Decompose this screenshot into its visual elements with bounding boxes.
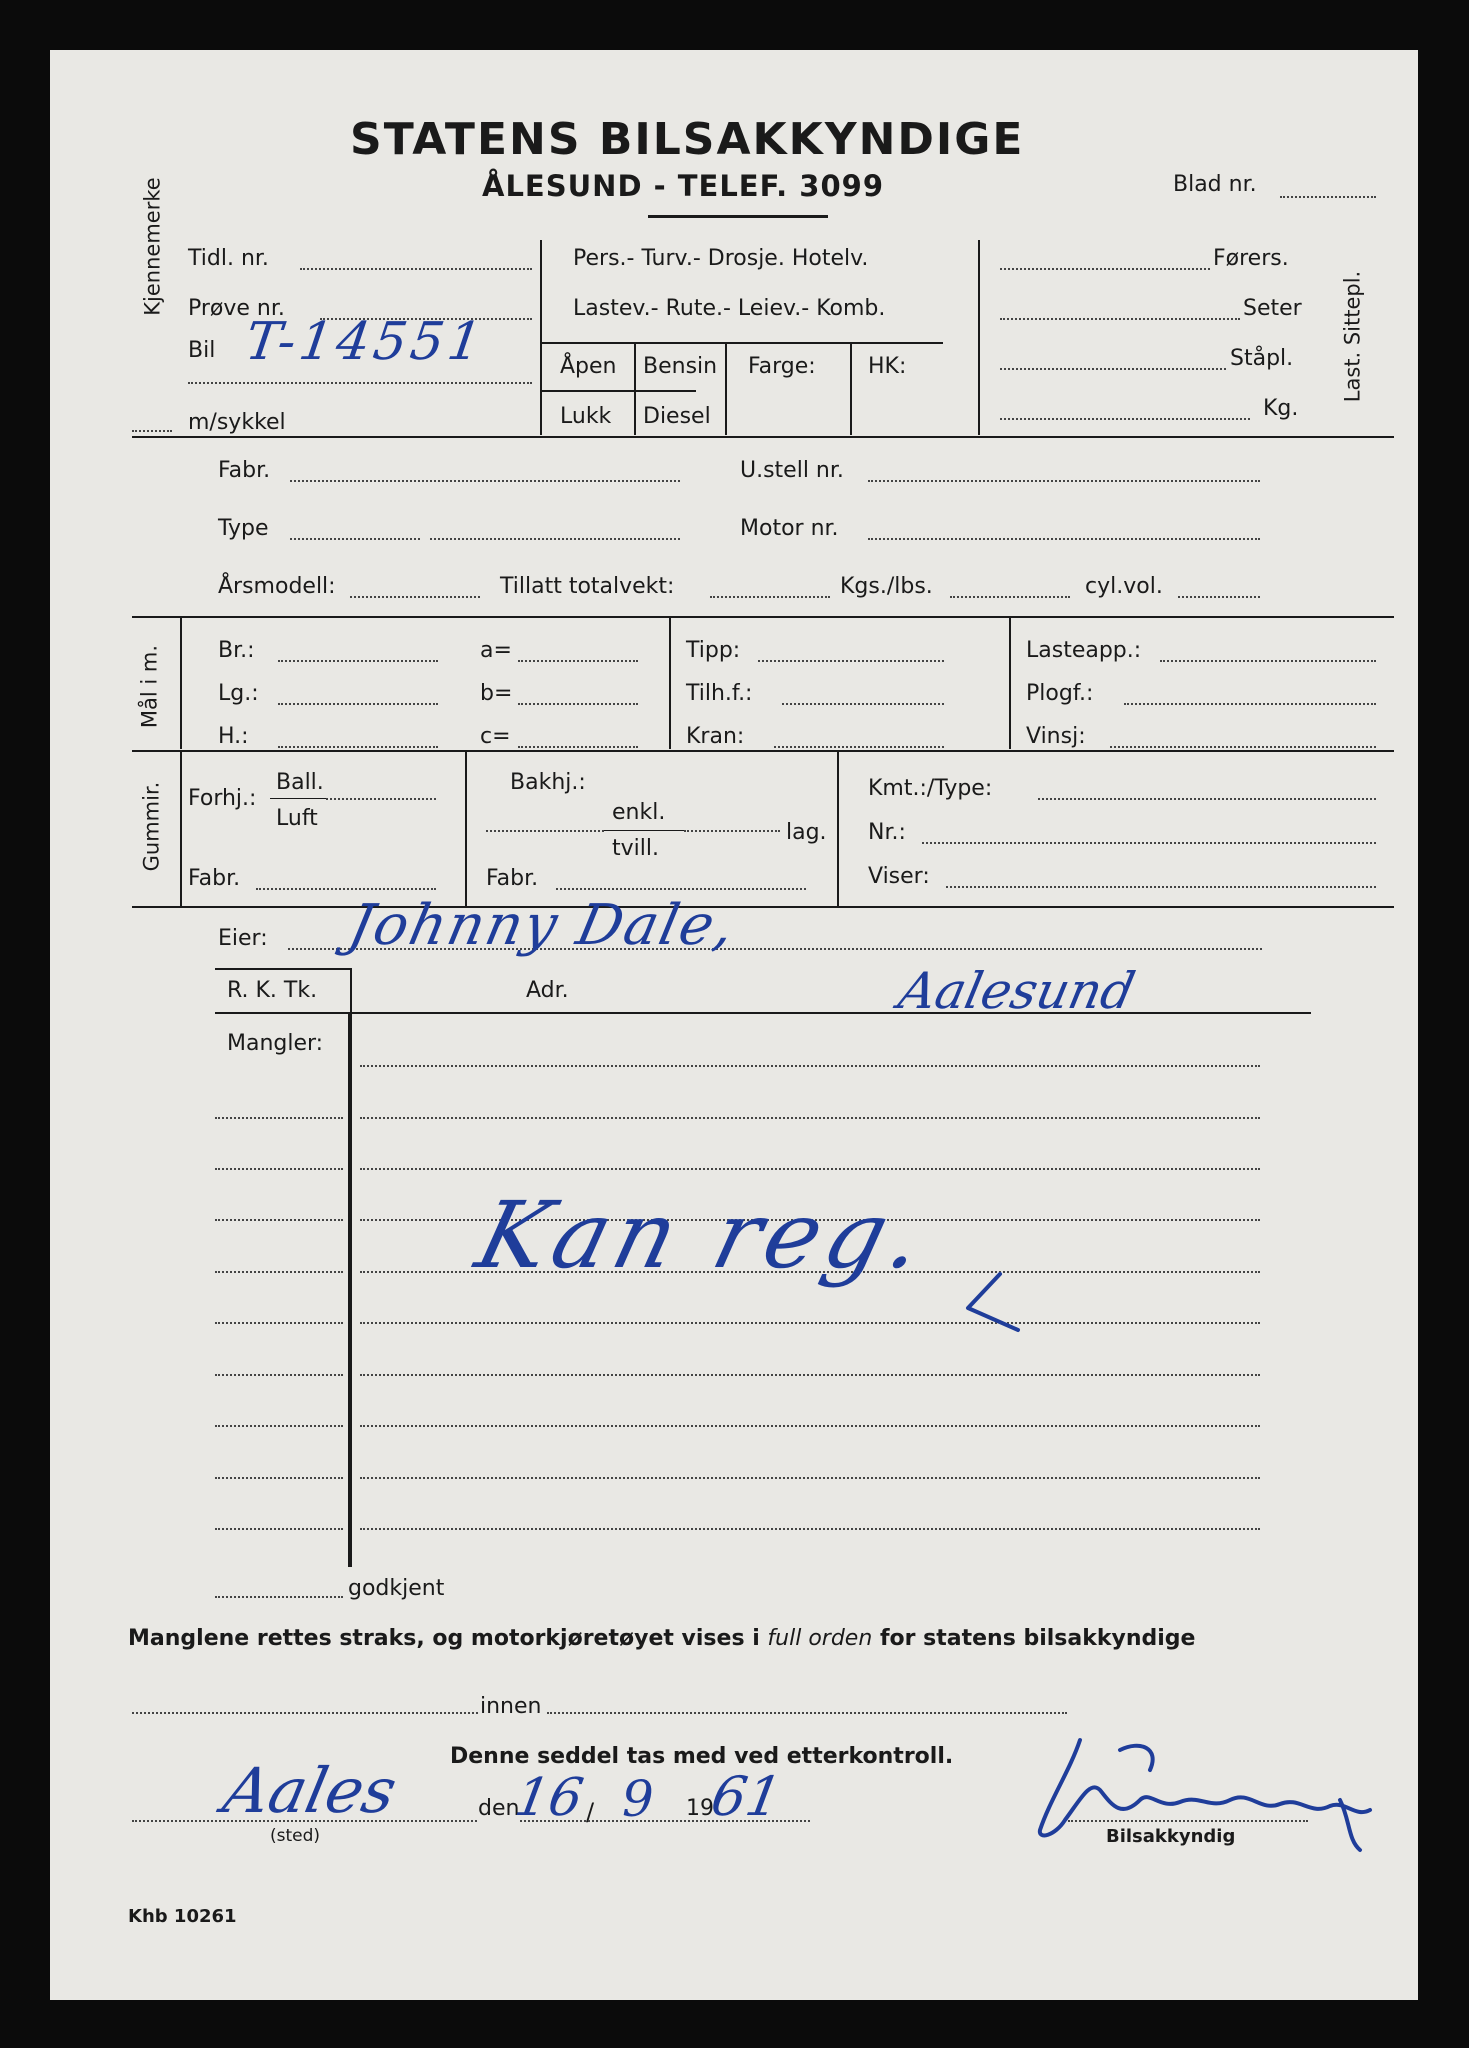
mangler-value: Kan reg. [466,1182,941,1289]
lasteapp-field[interactable] [1160,660,1376,662]
hk-capacity-divider [978,240,980,435]
rktk-box-top [215,968,351,970]
kmt-field[interactable] [1038,798,1376,800]
mangler-line[interactable] [360,1477,1260,1479]
mangler-line[interactable] [215,1219,343,1221]
section-rule-1 [132,436,1394,438]
br-field[interactable] [278,660,438,662]
sted-value: Aales [217,1754,403,1827]
a-field[interactable] [518,660,638,662]
dimensions-side-divider [180,617,182,749]
bil-registration-value: T-14551 [241,312,490,372]
mangler-line[interactable] [215,1374,343,1376]
footer-notice [128,1628,1195,1650]
etterkontroll-notice: Denne seddel tas med ved etterkontroll. [450,1744,954,1769]
tillatt-label: Tillatt totalvekt: [500,574,675,599]
section-rule-4 [132,906,1394,908]
c-label: c= [480,724,511,749]
form-subtitle: ÅLESUND - TELEF. 3099 [482,169,884,203]
fabr-field[interactable] [290,480,680,482]
stapl-field[interactable] [1000,368,1226,370]
bil-label: Bil [188,338,216,363]
section-rule-3 [132,750,1394,752]
fabr2-label: Fabr. [486,866,539,891]
sted-label: (sted) [270,1826,321,1846]
mangler-line[interactable] [360,1168,1260,1170]
luft-label: Luft [276,806,318,831]
lasteapp-label: Lasteapp.: [1026,638,1142,663]
eier-label: Eier: [218,926,268,951]
signature-field[interactable] [1068,1820,1308,1822]
dimensions-divider-1 [669,617,671,749]
form-title: STATENS BILSAKKYNDIGE [350,114,1025,165]
notice-post: for statens bilsakkyndige [879,1626,1196,1651]
type-label: Type [218,516,269,541]
ball-luft-rule [270,798,326,799]
date-field[interactable] [520,1820,810,1822]
inspection-form [50,50,1418,2000]
bensin-label: Bensin [643,354,718,379]
forhj-label: Forhj.: [188,786,257,811]
ball-field[interactable] [326,798,436,800]
kg-field[interactable] [1000,418,1250,420]
mangler-line[interactable] [360,1117,1260,1119]
enkl-label: enkl. [612,800,666,825]
type-field-b[interactable] [430,538,680,540]
tilhf-label: Tilh.f.: [686,681,753,706]
mangler-line[interactable] [215,1271,343,1273]
vehicle-type-row1: Pers.- Turv.- Drosje. Hotelv. [573,246,869,271]
h-field[interactable] [278,746,438,748]
kgs-label: Kgs./lbs. [840,574,933,599]
lg-label: Lg.: [218,681,259,706]
lukk-label: Lukk [560,404,612,429]
kran-field[interactable] [774,746,944,748]
mangler-tick-mark [960,1268,1030,1338]
arsmodell-field[interactable] [350,596,480,598]
lg-field[interactable] [278,703,438,705]
b-field[interactable] [518,703,638,705]
h-label: H.: [218,724,249,749]
ball-label: Ball. [276,770,324,795]
dimensions-side-label: Mål i m. [137,644,162,729]
notice-emphasis: full orden [767,1626,873,1651]
mangler-line[interactable] [215,1425,343,1427]
bilsakkyndig-label: Bilsakkyndig [1106,1826,1236,1847]
body-fuel-divider [634,343,636,435]
rktk-box-right [350,968,352,1012]
mangler-line[interactable] [360,1374,1260,1376]
tillatt-field[interactable] [710,596,830,598]
seter-label: Seter [1243,296,1302,321]
adr-rule [215,1012,1311,1014]
bakhj-field[interactable] [486,830,604,832]
motor-label: Motor nr. [740,516,839,541]
kjennemerke-divider [540,240,542,435]
eier-value: Johnny Dale, [343,893,742,958]
mangler-line[interactable] [360,1425,1260,1427]
mangler-line[interactable] [215,1117,343,1119]
farge-label: Farge: [748,354,816,379]
godkjent-label: godkjent [348,1576,445,1601]
vehicle-type-rule [540,342,943,344]
type-field-a[interactable] [290,538,420,540]
tyres-divider-1 [465,751,467,906]
tidl-nr-label: Tidl. nr. [188,246,269,271]
diesel-label: Diesel [643,404,711,429]
den-label: den [478,1796,520,1821]
c-field[interactable] [518,746,638,748]
bakhj-label: Bakhj.: [510,770,586,795]
ustell-label: U.stell nr. [740,458,844,483]
innen-left-field[interactable] [132,1712,478,1714]
tilhf-field[interactable] [782,703,944,705]
rktk-label: R. K. Tk. [227,978,318,1003]
mangler-line[interactable] [215,1477,343,1479]
date-month: 9 [622,1770,654,1828]
sted-field[interactable] [132,1820,477,1822]
apen-label: Åpen [560,354,617,379]
fuel-farge-divider [725,343,727,435]
blad-nr-label: Blad nr. [1173,172,1257,197]
kran-label: Kran: [686,724,745,749]
vinsj-label: Vinsj: [1026,724,1086,749]
cyl-trail-field[interactable] [1178,596,1260,598]
hk-label: HK: [868,354,907,379]
lag-label: lag. [786,820,827,845]
tyres-divider-2 [837,751,839,906]
innen-label: innen [480,1694,542,1719]
kjennemerke-base-line [132,430,172,432]
tipp-field[interactable] [758,660,944,662]
mangler-label: Mangler: [227,1031,324,1056]
bil-field[interactable] [188,382,532,384]
capacity-side-label: Last. Sittepl. [1340,270,1365,403]
farge-hk-divider [850,343,852,435]
apen-lukk-divider [540,390,696,392]
plogf-field[interactable] [1124,703,1376,705]
mangler-line[interactable] [360,1065,1260,1067]
arsmodell-label: Årsmodell: [218,574,336,599]
ustell-field[interactable] [868,480,1260,482]
adr-label: Adr. [526,978,569,1003]
cyl-field[interactable] [950,596,1070,598]
date-day: 16 [510,1768,588,1828]
cyl-label: cyl.vol. [1085,574,1163,599]
tipp-label: Tipp: [686,638,741,663]
fabr1-label: Fabr. [188,866,241,891]
adr-value: Aalesund [893,962,1140,1020]
mangler-line[interactable] [360,1528,1260,1530]
m-sykkel-label: m/sykkel [188,410,286,435]
kmt-label: Kmt.:/Type: [868,776,993,801]
vinsj-field[interactable] [1110,746,1376,748]
title-underline [648,215,828,218]
mangler-line[interactable] [215,1322,343,1324]
kjennemerke-side-label: Kjennemerke [140,177,165,316]
enkl-tvill-rule [604,830,684,831]
mangler-vertical-bar [348,1012,352,1567]
notice-pre: Manglene rettes straks, og motorkjøretøyet vises i [128,1626,760,1651]
forers-label: Førers. [1213,246,1289,271]
viser-field[interactable] [946,886,1376,888]
date-slash: / [586,1798,595,1826]
motor-field[interactable] [868,538,1260,540]
nr-field[interactable] [922,842,1376,844]
br-label: Br.: [218,638,255,663]
section-rule-2 [132,616,1394,618]
fabr2-field[interactable] [556,888,806,890]
mangler-line[interactable] [215,1168,343,1170]
mangler-line[interactable] [215,1528,343,1530]
vehicle-type-row2: Lastev.- Rute.- Leiev.- Komb. [573,296,886,321]
tyres-side-label: Gummir. [139,781,164,872]
viser-label: Viser: [868,864,930,889]
b-label: b= [480,681,513,706]
blad-nr-field[interactable] [1280,196,1376,198]
dimensions-divider-2 [1009,617,1011,749]
fabr1-field[interactable] [256,888,436,890]
nr-label: Nr.: [868,820,906,845]
forers-field[interactable] [1000,268,1210,270]
seter-field[interactable] [1000,318,1240,320]
innen-right-field[interactable] [547,1712,1067,1714]
kg-label: Kg. [1263,396,1299,421]
tvill-label: tvill. [612,836,659,861]
godkjent-field[interactable] [215,1596,343,1598]
date-year: 61 [706,1765,787,1828]
mangler-line[interactable] [360,1322,1260,1324]
tidl-nr-field[interactable] [300,268,532,270]
a-label: a= [480,638,512,663]
prove-nr-label: Prøve nr. [188,296,285,321]
year-prefix: 19 [686,1796,714,1821]
plogf-label: Plogf.: [1026,681,1094,706]
lag-field[interactable] [684,830,780,832]
stapl-label: Ståpl. [1230,346,1294,371]
tyres-side-divider [180,751,182,906]
form-number: Khb 10261 [128,1906,237,1927]
fabr-label: Fabr. [218,458,271,483]
